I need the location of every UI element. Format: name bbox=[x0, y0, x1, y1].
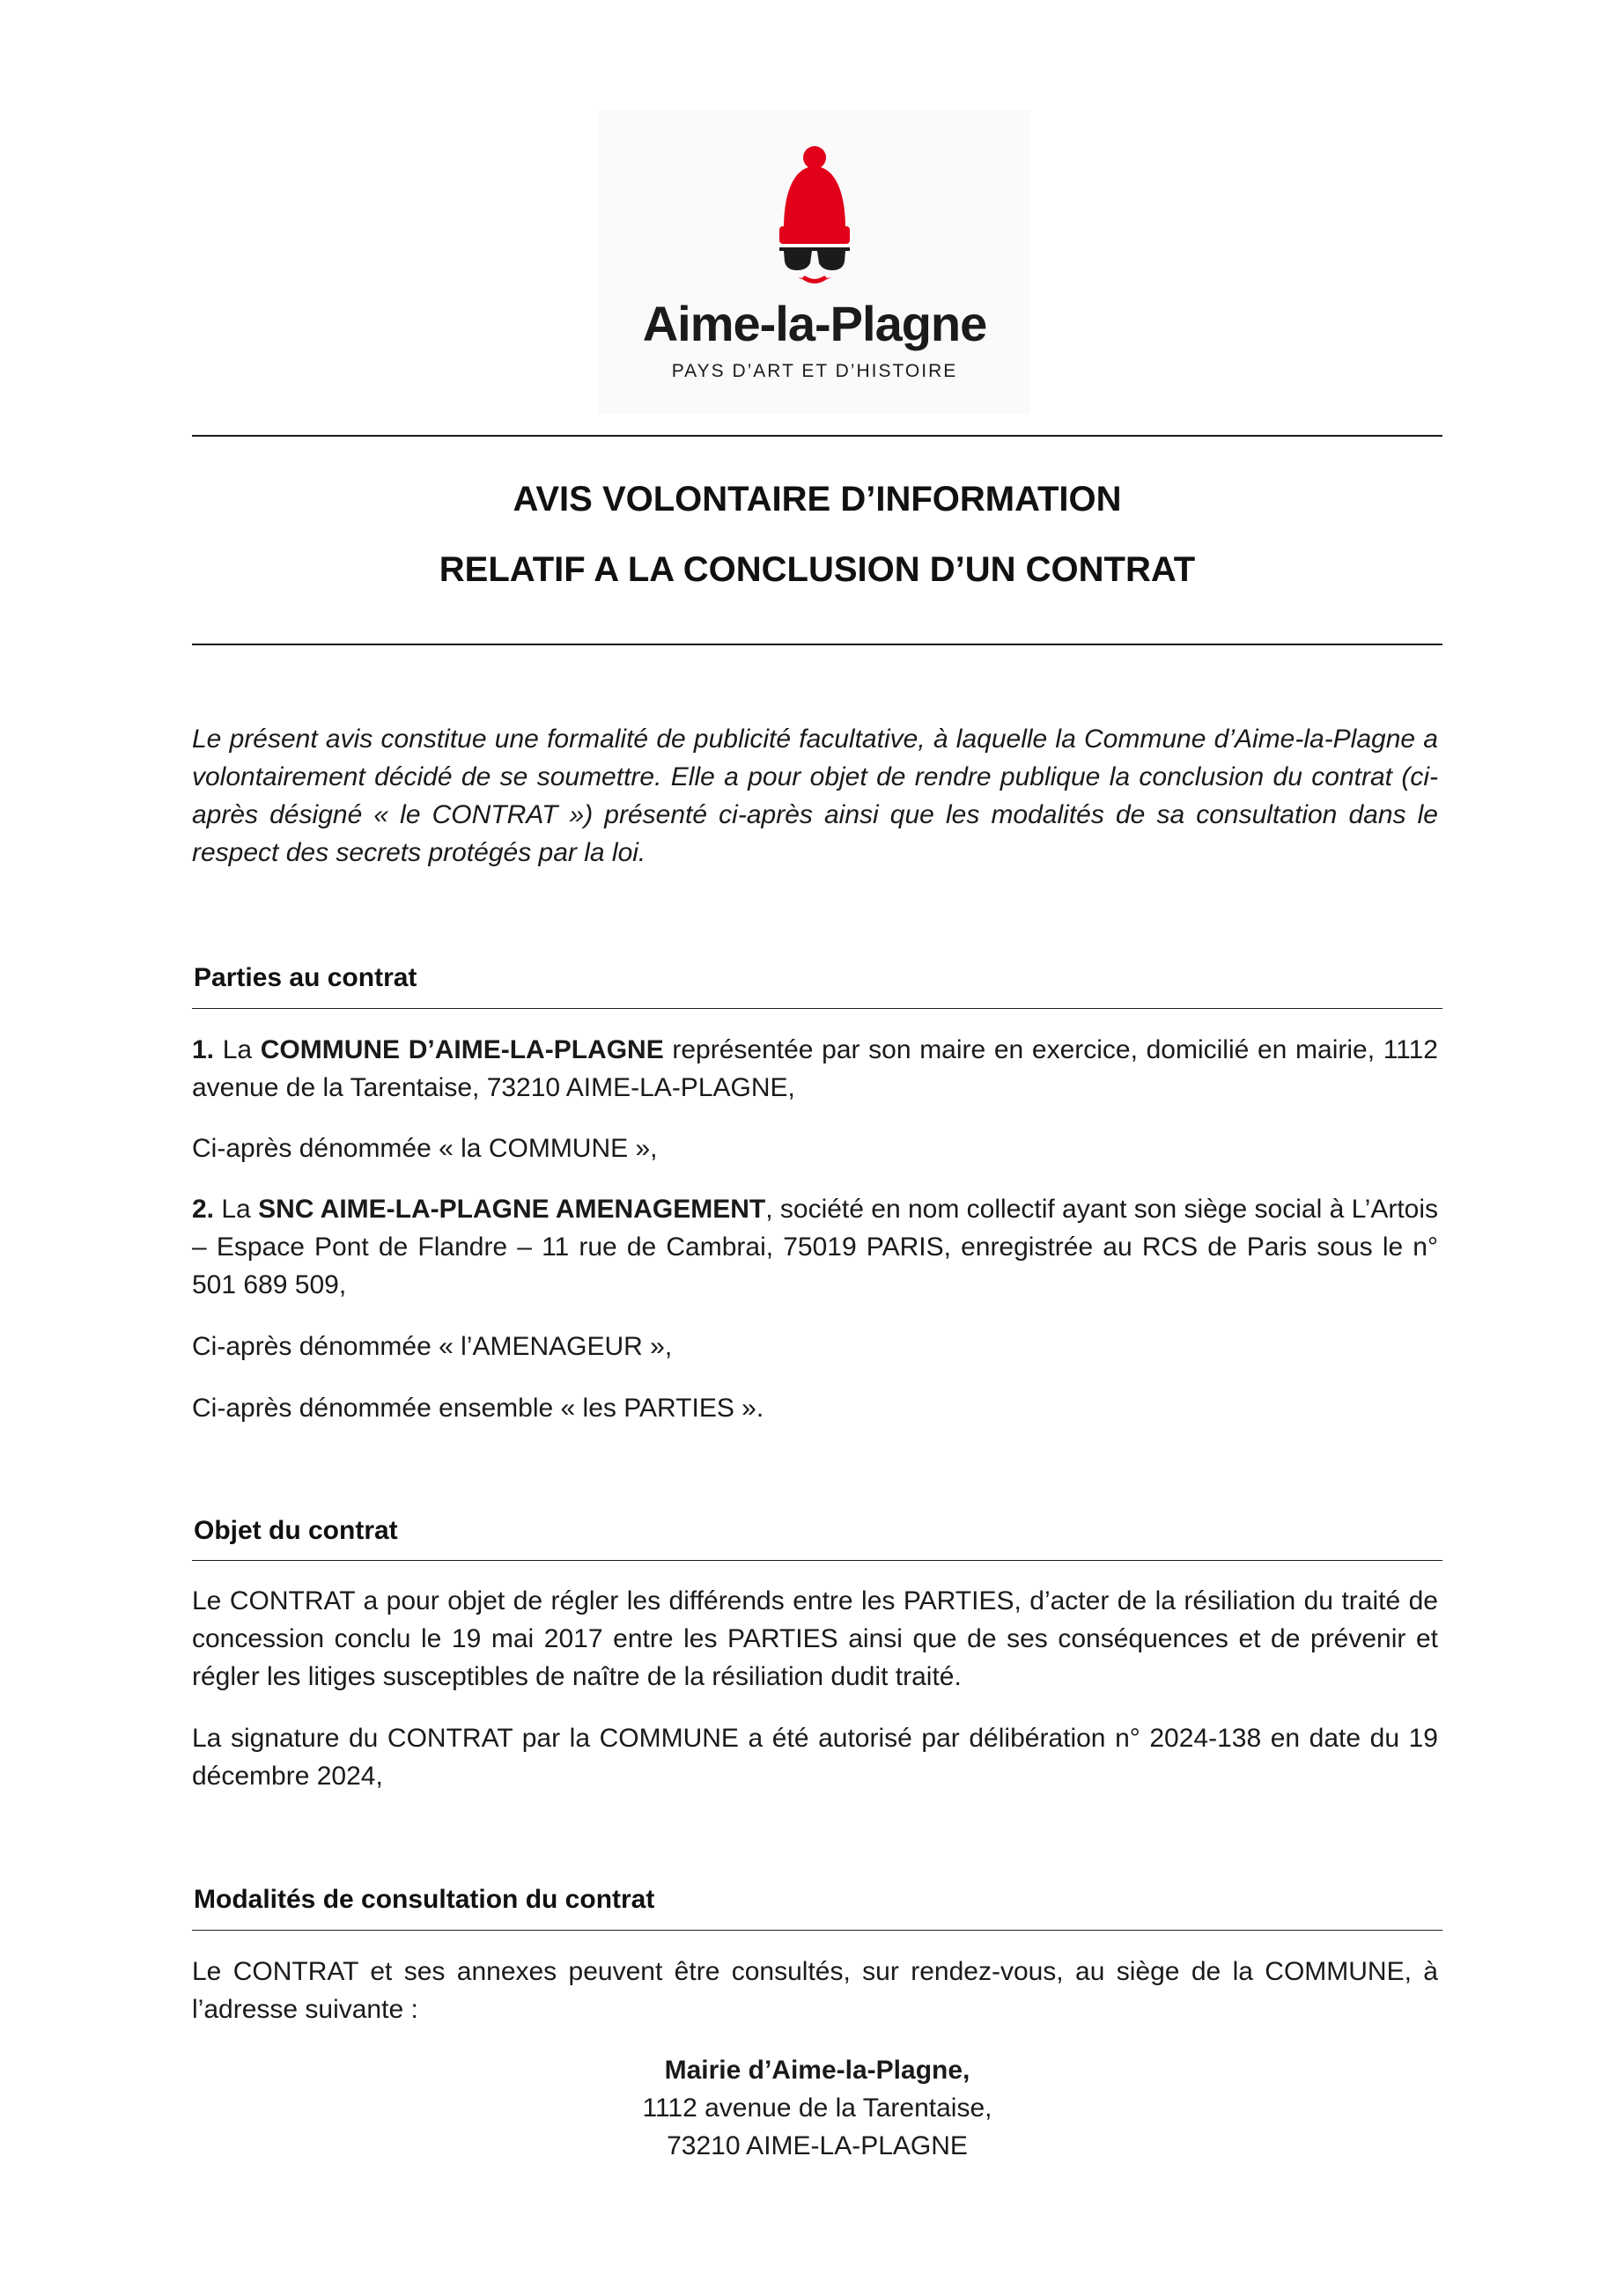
title-top-rule bbox=[192, 435, 1442, 437]
parties-rule bbox=[192, 1008, 1442, 1009]
object-rule bbox=[192, 1560, 1442, 1561]
address-street: 1112 avenue de la Tarentaise, bbox=[642, 2094, 992, 2123]
object-paragraph-1: Le CONTRAT a pour objet de régler les différends entre les PARTIES, d’acter de la résiliation du traité de concession conclu le 19 mai 2017 entre les PARTIES ainsi que de ses conséquences et de prévenir et régler les litiges susceptibles de naître de la résiliation dudit traité. bbox=[192, 1586, 1438, 1691]
party-1-prefix: La bbox=[214, 1035, 261, 1064]
party-2-paragraph bbox=[192, 1190, 1438, 1304]
address-block bbox=[192, 2051, 1442, 2165]
party-1-paragraph bbox=[192, 1031, 1438, 1107]
logo-wordmark: Aime-la-Plagne bbox=[642, 296, 987, 351]
title-bottom-rule bbox=[192, 644, 1442, 645]
red-beanie-sunglasses-mascot-icon bbox=[773, 145, 856, 291]
consultation-paragraph: Le CONTRAT et ses annexes peuvent être consultés, sur rendez-vous, au siège de la COMMUNE, à l’adresse suivante : bbox=[192, 1957, 1438, 2024]
party-2-name: SNC AIME-LA-PLAGNE AMENAGEMENT bbox=[258, 1195, 766, 1224]
party-2-details: , société en nom collectif ayant son siège social à L’Artois – Espace Pont de Flandre – 11 rue de Cambrai, 75019 PARIS, enregistrée au RCS de Paris sous le n° 501 689 509, bbox=[192, 1195, 1438, 1299]
party-1-number: 1. bbox=[192, 1035, 215, 1064]
intro-paragraph: Le présent avis constitue une formalité de publicité facultative, à laquelle la Commune d’Aime-la-Plagne a volontairement décidé de se soumettre. Elle a pour objet de rendre publique la conclusion du contrat (ci-après désigné « le CONTRAT ») présenté ci-après ainsi que les modalités de sa consultation dans le respect des secrets protégés par la loi. bbox=[192, 725, 1438, 867]
address-name: Mairie d’Aime-la-Plagne, bbox=[664, 2056, 970, 2085]
title-line-2: RELATIF A LA CONCLUSION D’UN CONTRAT bbox=[439, 550, 1196, 589]
party-2-alias: Ci-après dénommée « l’AMENAGEUR », bbox=[192, 1332, 673, 1361]
object-heading: Objet du contrat bbox=[194, 1516, 398, 1545]
party-1-name: COMMUNE D’AIME-LA-PLAGNE bbox=[260, 1035, 664, 1064]
parties-together-alias: Ci-après dénommée ensemble « les PARTIES ». bbox=[192, 1394, 764, 1423]
consultation-rule bbox=[192, 1930, 1442, 1931]
party-1-alias: Ci-après dénommée « la COMMUNE », bbox=[192, 1134, 658, 1163]
title-line-1: AVIS VOLONTAIRE D’INFORMATION bbox=[513, 480, 1122, 519]
party-2-prefix: La bbox=[214, 1195, 259, 1224]
consultation-heading: Modalités de consultation du contrat bbox=[194, 1885, 655, 1914]
logo-tagline: PAYS D’ART ET D’HISTOIRE bbox=[671, 361, 958, 381]
party-2-number: 2. bbox=[192, 1195, 215, 1224]
object-paragraph-2: La signature du CONTRAT par la COMMUNE a été autorisé par délibération n° 2024-138 en date du 19 décembre 2024, bbox=[192, 1724, 1438, 1791]
party-1-details: représentée par son maire en exercice, domicilié en mairie, 1112 avenue de la Tarentaise, 73210 AIME-LA-PLAGNE, bbox=[192, 1035, 1438, 1102]
address-city: 73210 AIME-LA-PLAGNE bbox=[667, 2131, 968, 2160]
parties-heading: Parties au contrat bbox=[194, 963, 417, 992]
logo bbox=[599, 110, 1030, 414]
